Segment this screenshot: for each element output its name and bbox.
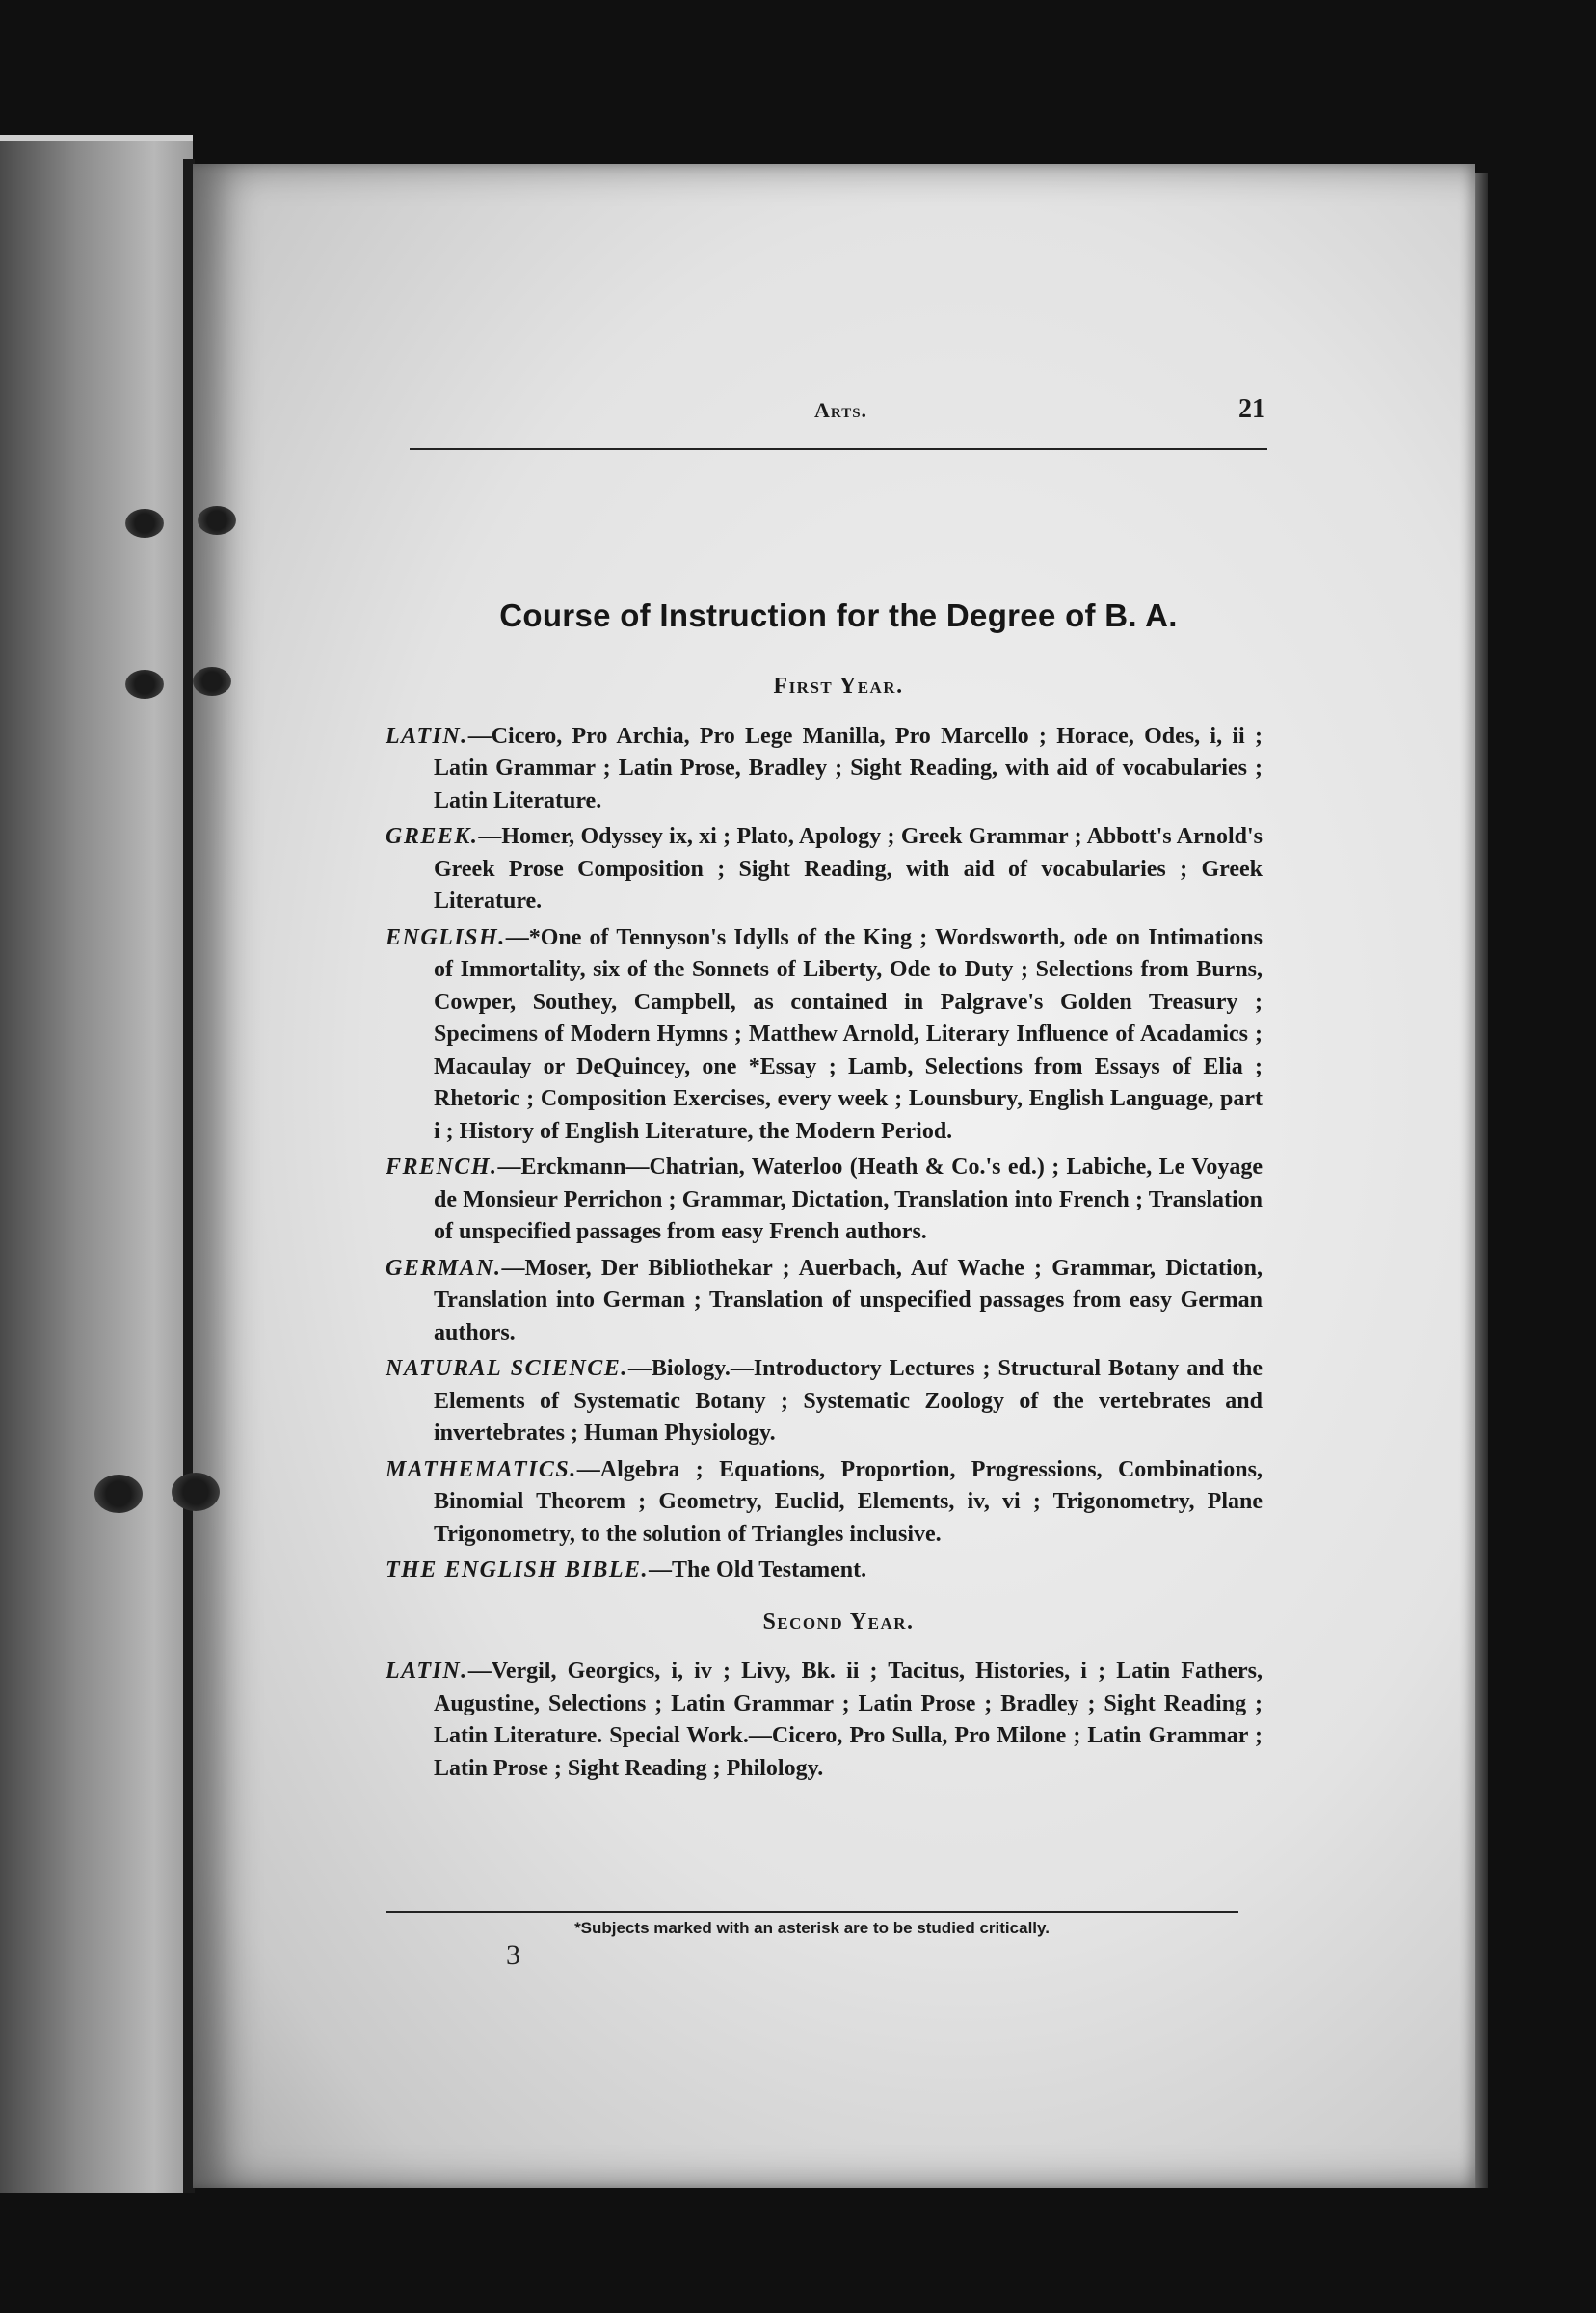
binding-hole	[125, 670, 164, 699]
binding-hole	[172, 1473, 220, 1511]
subject-entry	[386, 1253, 1263, 1350]
subject-text: —*One of Tennyson's Idylls of the King ; Wordsworth, ode on Intimations of Immortality, six of the Sonnets of Liberty, Ode to Duty ; Selections from Burns, Cowper, Southey, Campbell, as contained in Palgrave's Golden Treasury ; Specimens of Modern Hymns ; Matthew Arnold, Literary Influence of Acadamics ; Macaulay or DeQuincey, one *Essay ; Lamb, Selections from Essays of Elia ; Rhetoric ; Composition Exercises, every week ; Lounsbury, English Language, part i ; History of English Literature, the Modern Period.	[434, 924, 1263, 1144]
subject-name: GERMAN.	[386, 1255, 502, 1281]
subject-name: LATIN.	[386, 723, 468, 749]
binding-hole	[125, 509, 164, 538]
subject-text: —Biology.—Introductory Lectures ; Structural Botany and the Elements of Systematic Botany ; Systematic Zoology of the vertebrates and invertebrates ; Human Physiology.	[434, 1356, 1264, 1446]
subject-entry	[386, 1454, 1263, 1552]
subject-entry	[386, 922, 1263, 1149]
subject-name: THE ENGLISH BIBLE.	[386, 1557, 650, 1582]
subject-text: —Cicero, Pro Archia, Pro Lege Manilla, Pro Marcello ; Horace, Odes, i, ii ; Latin Grammar ; Latin Prose, Bradley ; Sight Reading, with aid of vocabularies ; Latin Literature.	[434, 723, 1263, 813]
subject-text: —The Old Testament.	[649, 1557, 867, 1582]
subject-name: GREEK.	[386, 824, 479, 849]
binding-hole	[193, 667, 231, 696]
subject-entry	[386, 1152, 1263, 1249]
subject-entry	[386, 721, 1263, 818]
subject-text: —Erckmann—Chatrian, Waterloo (Heath & Co.'s ed.) ; Labiche, Le Voyage de Monsieur Perrichon ; Grammar, Dictation, Translation into French ; Translation of unspecified passages from easy French authors.	[434, 1155, 1263, 1244]
binding-hole	[94, 1475, 143, 1513]
subject-text: —Vergil, Georgics, i, iv ; Livy, Bk. ii ; Tacitus, Histories, i ; Latin Fathers, Augustine, Selections ; Latin Grammar ; Latin Prose ; Bradley ; Sight Reading ; Latin Literature. Special Work.—Cicero, Pro Sulla, Pro Milone ; Latin Grammar ; Latin Prose ; Sight Reading ; Philology.	[434, 1659, 1263, 1781]
binding-hole	[198, 506, 236, 535]
course-body	[386, 665, 1263, 1789]
subject-entry	[386, 1555, 1263, 1587]
page-number: 21	[1238, 394, 1265, 424]
page-edge-shadow	[1475, 173, 1488, 2188]
subject-entry	[386, 1353, 1263, 1450]
first-year-heading: First Year.	[773, 674, 904, 699]
subject-name: NATURAL SCIENCE.	[386, 1356, 628, 1381]
second-year-heading: Second Year.	[762, 1608, 915, 1635]
subject-entry	[386, 1656, 1263, 1785]
footnote-rule	[386, 1911, 1238, 1913]
previous-page-edge	[0, 135, 193, 2193]
subject-name: ENGLISH.	[386, 924, 506, 950]
subject-name: LATIN.	[386, 1659, 468, 1684]
running-title: Arts.	[814, 398, 868, 422]
subject-name: MATHEMATICS.	[386, 1456, 577, 1482]
subject-text: —Homer, Odyssey ix, xi ; Plato, Apology ; Greek Grammar ; Abbott's Arnold's Greek Prose Composition ; Sight Reading, with aid of vocabularies ; Greek Literature.	[434, 824, 1263, 914]
page-heading: Course of Instruction for the Degree of B. A.	[499, 598, 1178, 633]
subject-text: —Algebra ; Equations, Proportion, Progressions, Combinations, Binomial Theorem ; Geometry, Euclid, Elements, iv, vi ; Trigonometry, Plane Trigonometry, to the solution of Triangles inclusive.	[434, 1456, 1263, 1547]
subject-text: —Moser, Der Bibliothekar ; Auerbach, Auf Wache ; Grammar, Dictation, Translation into German ; Translation of unspecified passages from easy German authors.	[434, 1255, 1263, 1345]
signature-mark: 3	[506, 1939, 520, 1971]
subject-name: FRENCH.	[386, 1155, 498, 1180]
running-head	[410, 390, 1267, 450]
footnote: *Subjects marked with an asterisk are to be studied critically.	[574, 1919, 1050, 1937]
subject-entry	[386, 821, 1263, 918]
